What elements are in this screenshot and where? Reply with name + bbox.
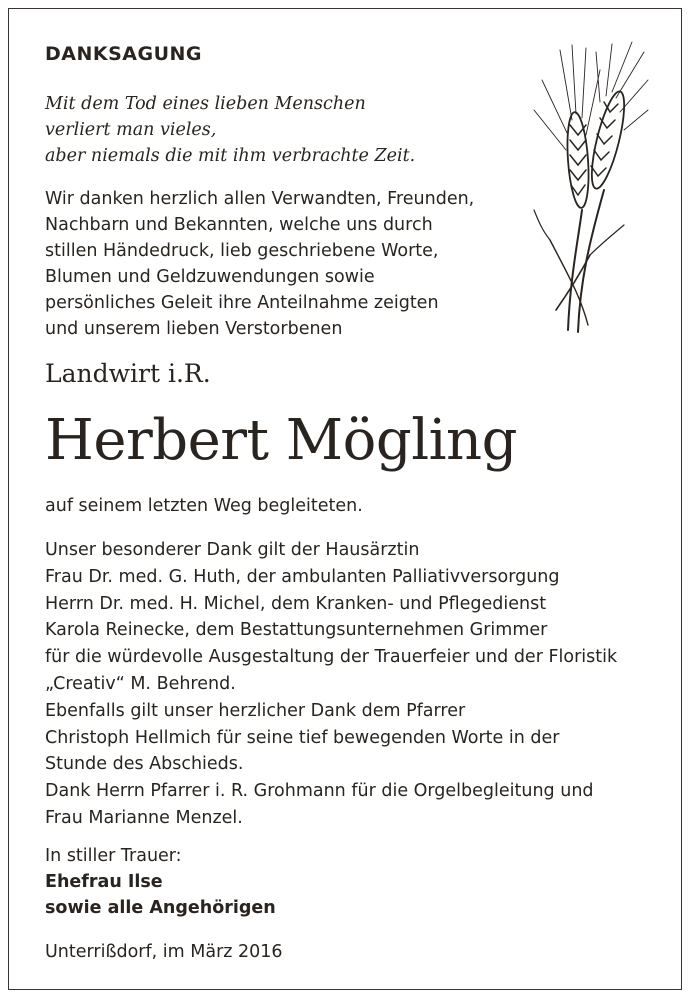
motto-line: Mit dem Tod eines lieben Menschen: [45, 94, 366, 114]
thanks-line: Christoph Hellmich für seine tief bewegenden Worte in der: [45, 727, 560, 748]
notice-heading: DANKSAGUNG: [45, 43, 203, 65]
deceased-name: Herbert Mögling: [45, 408, 517, 473]
intro-line: und unserem lieben Verstorbenen: [45, 319, 343, 339]
thanks-line: Frau Dr. med. G. Huth, der ambulanten Palliativversorgung: [45, 566, 560, 587]
deceased-title: Landwirt i.R.: [45, 359, 211, 388]
wheat-ears-icon: [520, 40, 650, 340]
intro-line: stillen Händedruck, lieb geschriebene Worte,: [45, 241, 439, 261]
mourner-relatives: sowie alle Angehörigen: [45, 898, 276, 918]
thanks-line: Ebenfalls gilt unser herzlicher Dank dem Pfarrer: [45, 700, 466, 721]
thanks-line: Unser besonderer Dank gilt der Hausärztin: [45, 540, 420, 560]
intro-line: Blumen und Geldzuwendungen sowie: [45, 267, 375, 287]
thanks-line: Stunde des Abschieds.: [45, 754, 244, 775]
motto-line: aber niemals die mit ihm verbrachte Zeit.: [45, 146, 416, 166]
thanks-line: Dank Herrn Pfarrer i. R. Grohmann für die Orgelbegleitung und: [45, 781, 594, 802]
motto-quote: [45, 91, 415, 169]
intro-line: Wir danken herzlich allen Verwandten, Freunden,: [45, 189, 475, 209]
thanks-line: „Creativ“ M. Behrend.: [45, 673, 236, 694]
intro-line: persönliches Geleit ihre Anteilnahme zeigten: [45, 293, 439, 313]
intro-line: Nachbarn und Bekannten, welche uns durch: [45, 215, 433, 235]
intro-paragraph: [45, 186, 474, 342]
mourning-label: In stiller Trauer:: [45, 846, 182, 866]
motto-line: verliert man vieles,: [45, 120, 217, 140]
thanks-paragraph: [45, 537, 617, 832]
mourner-wife: Ehefrau Ilse: [45, 872, 163, 892]
thanks-line: Karola Reinecke, dem Bestattungsunternehmen Grimmer: [45, 620, 548, 641]
after-name-text: auf seinem letzten Weg begleiteten.: [45, 496, 363, 516]
thanks-line: Frau Marianne Menzel.: [45, 807, 243, 828]
thanks-line: Herrn Dr. med. H. Michel, dem Kranken- und Pflegedienst: [45, 593, 547, 614]
thanks-line: für die würdevolle Ausgestaltung der Trauerfeier und der Floristik: [45, 647, 618, 668]
mourning-block: [45, 843, 276, 921]
place-date: Unterrißdorf, im März 2016: [45, 942, 283, 962]
